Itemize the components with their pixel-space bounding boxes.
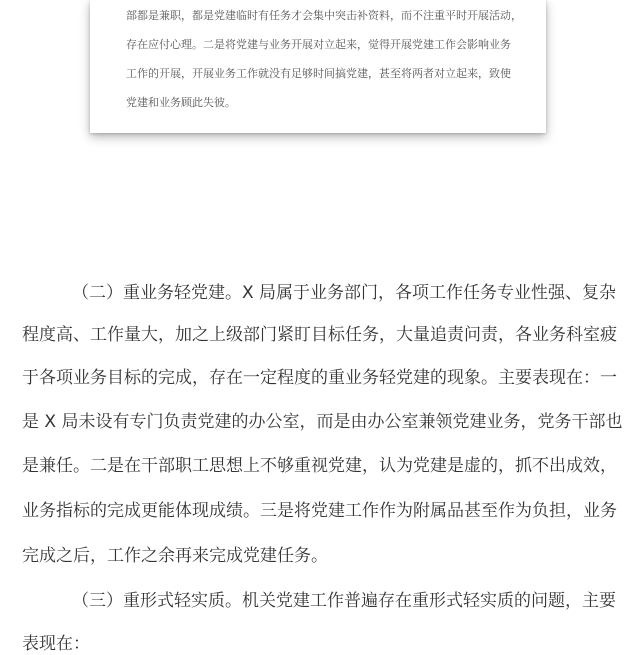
body-text-line: 是 X 局未设有专门负责党建的办公室，而是由办公室兼领党建业务，党务干部也 [22,412,623,432]
body-text-line: （三）重形式轻实质。机关党建工作普遍存在重形式轻实质的问题，主要 [72,591,616,611]
card-text-line: 存在应付心理。二是将党建与业务开展对立起来，觉得开展党建工作会影响业务 [126,38,511,51]
body-text-line: 表现在： [22,634,90,654]
body-text-line: （二）重业务轻党建。X 局属于业务部门，各项工作任务专业性强、复杂 [72,283,617,303]
card-text-line: 部都是兼职，都是党建临时有任务才会集中突击补资料，而不注重平时开展活动， [126,9,522,22]
body-text-line: 业务指标的完成更能体现成绩。三是将党建工作作为附属品甚至作为负担，业务 [22,501,617,521]
body-text-line: 程度高、工作量大，加之上级部门紧盯目标任务，大量追责问责，各业务科室疲 [22,325,617,345]
body-text-line: 完成之后，工作之余再来完成党建任务。 [22,546,328,566]
body-text-line: 于各项业务目标的完成，存在一定程度的重业务轻党建的现象。主要表现在：一 [22,368,617,388]
card-text-line: 工作的开展，开展业务工作就没有足够时间搞党建，甚至将两者对立起来，致使 [126,67,511,80]
card-text-line: 党建和业务顾此失彼。 [126,96,236,109]
body-text-line: 是兼任。二是在干部职工思想上不够重视党建，认为党建是虚的，抓不出成效， [22,456,617,476]
quoted-text-card [90,0,546,133]
